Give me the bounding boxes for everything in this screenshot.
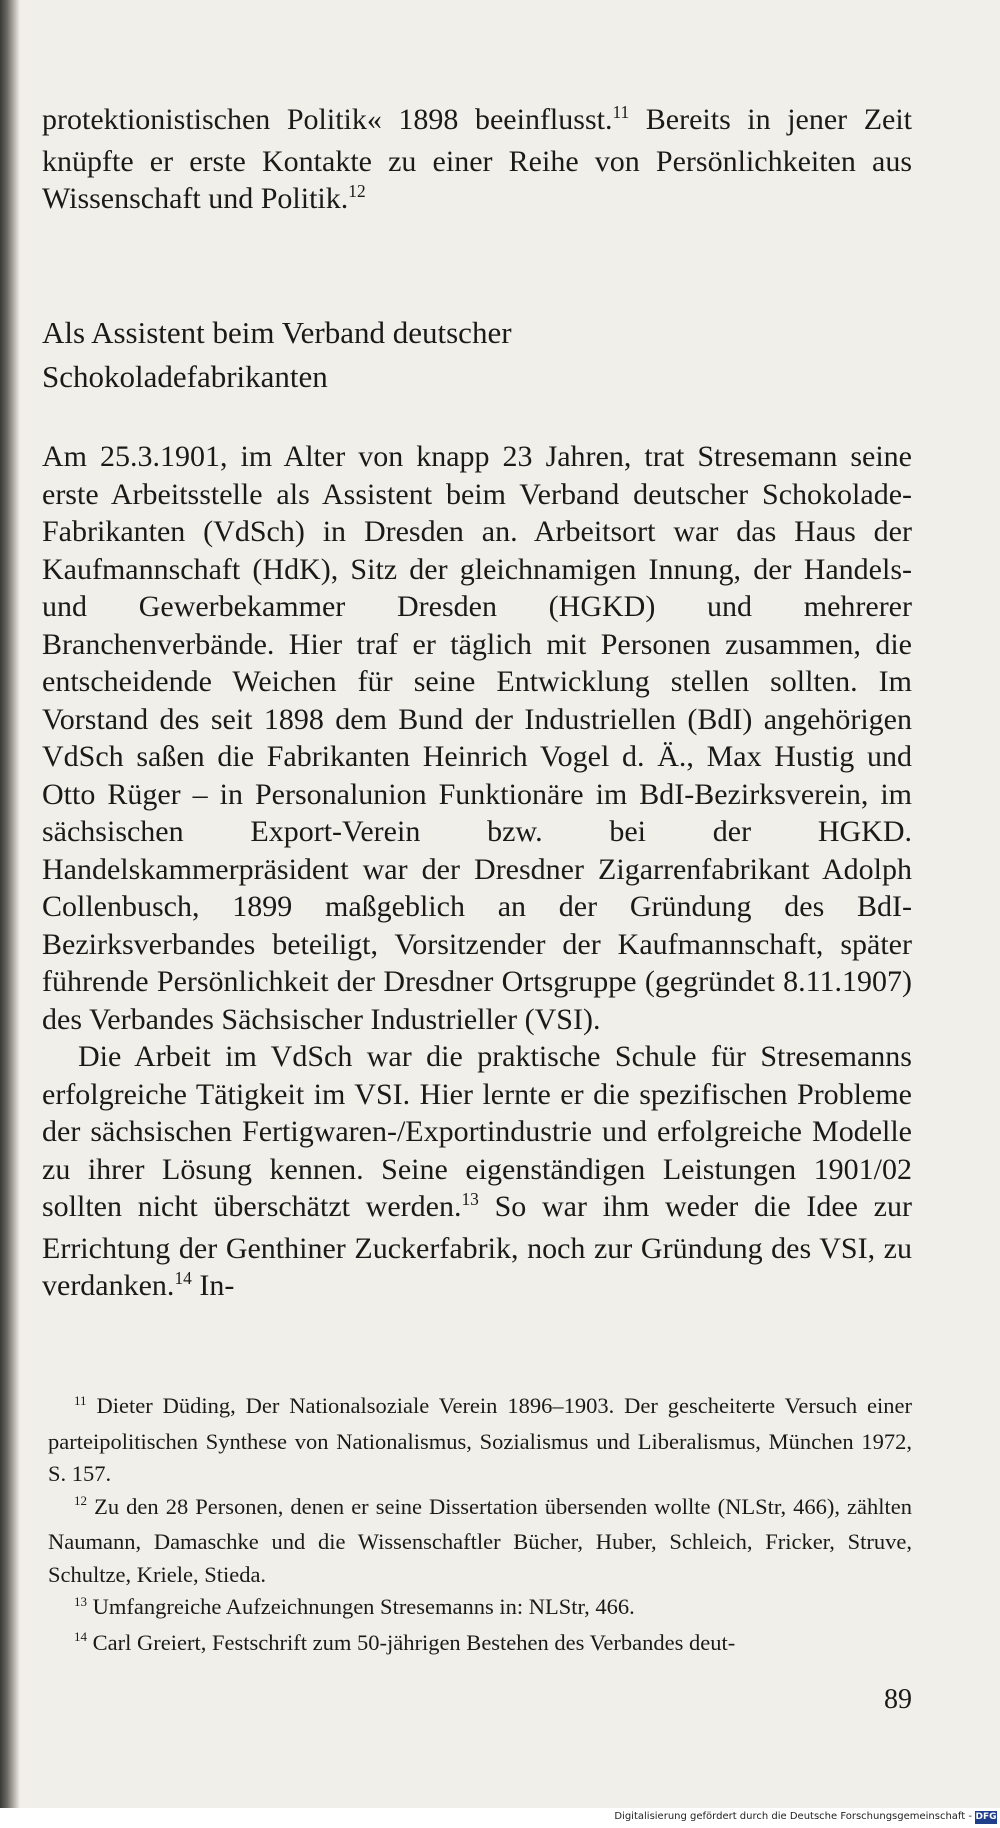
- funding-strip: [0, 1808, 1000, 1828]
- footnote-ref-12: 12: [348, 181, 366, 202]
- paragraph-2-text-3: In-: [191, 1269, 235, 1302]
- footnotes: [48, 1390, 912, 1662]
- section-heading-line-1: Als Assistent beim Verband deutscher: [42, 315, 512, 350]
- page-number: 89: [884, 1684, 912, 1715]
- paragraph-1: Am 25.3.1901, im Alter von knapp 23 Jahren, trat Stresemann seine erste Arbeitsstelle als Assistent beim Verband deutscher Schokolade-Fabrikanten (VdSch) in Dresden an. Arbeitsort war das Haus der Kaufmannschaft (HdK), Sitz der gleichnamigen Innung, der Handels- und Gewerbekammer Dresden (HGKD) und mehrerer Branchenverbände. Hier traf er täglich mit Personen zusammen, die entscheidende Weichen für seine Entwicklung stellen sollten. Im Vorstand des seit 1898 dem Bund der Industriellen (BdI) angehörigen VdSch saßen die Fabrikanten Heinrich Vogel d. Ä., Max Hustig und Otto Rüger – in Personalunion Funktionäre im BdI-Bezirksverein, im sächsischen Export-Verein bzw. bei der HGKD. Handelskammerpräsident war der Dresdner Zigarrenfabrikant Adolph Collenbusch, 1899 maßgeblich an der Gründung des BdI-Bezirksverbandes beteiligt, Vorsitzender der Kaufmannschaft, später führende Persönlichkeit der Dresdner Ortsgruppe (gegründet 8.11.1907) des Verbandes Sächsischer Industrieller (VSI).: [42, 440, 912, 1036]
- section-heading: [42, 311, 912, 399]
- top-paragraph-text-1: protektionistischen Politik« 1898 beeinflusst.: [42, 103, 613, 136]
- footnote-text: Zu den 28 Personen, denen er seine Dissertation übersenden wollte (NLStr, 466), zählten Naumann, Damaschke und die Wissenschaftler Bücher, Huber, Schleich, Fricker, Struve, Schultze, Kriele, Stieda.: [48, 1493, 913, 1587]
- footnote-12: [48, 1491, 912, 1592]
- top-paragraph-block: [42, 101, 912, 222]
- paragraph-2-text-2: So war ihm weder die Idee zur Errichtung der Genthiner Zuckerfabrik, noch zur Gründung des VSI, zu verdanken.: [42, 1190, 912, 1302]
- top-paragraph-text-2: Bereits in jener Zeit knüpfte er erste Kontakte zu einer Reihe von Persönlichkeiten aus Wissenschaft und Politik.: [42, 103, 913, 215]
- footnote-text: Dieter Düding, Der Nationalsoziale Verein 1896–1903. Der gescheiterte Versuch einer parteipolitischen Synthese von Nationalismus, Sozialismus und Liberalismus, München 1972, S. 157.: [48, 1393, 913, 1486]
- footnote-13: [48, 1591, 912, 1627]
- paragraph-2-text-1: Die Arbeit im VdSch war die praktische Schule für Stresemanns erfolgreiche Tätigkeit im VSI. Hier lernte er die spezifischen Probleme der sächsischen Fertigwaren-/Exportindustrie und erfolgreiche Modelle zu ihrer Lösung kennen. Seine eigenständigen Leistungen 1901/02 sollten nicht überschätzt werden.: [42, 1040, 912, 1223]
- funding-note: Digitalisierung gefördert durch die Deutsche Forschungsgemeinschaft -: [614, 1811, 972, 1822]
- dfg-logo: DFG: [975, 1812, 997, 1822]
- footnote-14: [48, 1627, 912, 1663]
- binding-shadow: [0, 0, 20, 1808]
- top-paragraph: [42, 101, 912, 222]
- footnote-text: Umfangreiche Aufzeichnungen Stresemanns in: NLStr, 466.: [92, 1594, 635, 1619]
- footnote-text: Carl Greiert, Festschrift zum 50-jährigen Bestehen des Verbandes deut-: [92, 1629, 736, 1655]
- footnote-number: 11: [74, 1392, 87, 1408]
- footnote-ref-14: 14: [174, 1268, 192, 1289]
- paragraph-2: [42, 1038, 912, 1309]
- footnote-number: 13: [74, 1593, 88, 1609]
- footnote-number: 12: [74, 1493, 88, 1509]
- section-heading-line-2: Schokoladefabrikanten: [42, 359, 328, 394]
- footnote-11: [48, 1390, 912, 1491]
- footnote-ref-11: 11: [612, 102, 630, 123]
- footnote-number: 14: [74, 1629, 88, 1645]
- main-text-block: [42, 438, 912, 1309]
- footnote-ref-13: 13: [461, 1189, 479, 1210]
